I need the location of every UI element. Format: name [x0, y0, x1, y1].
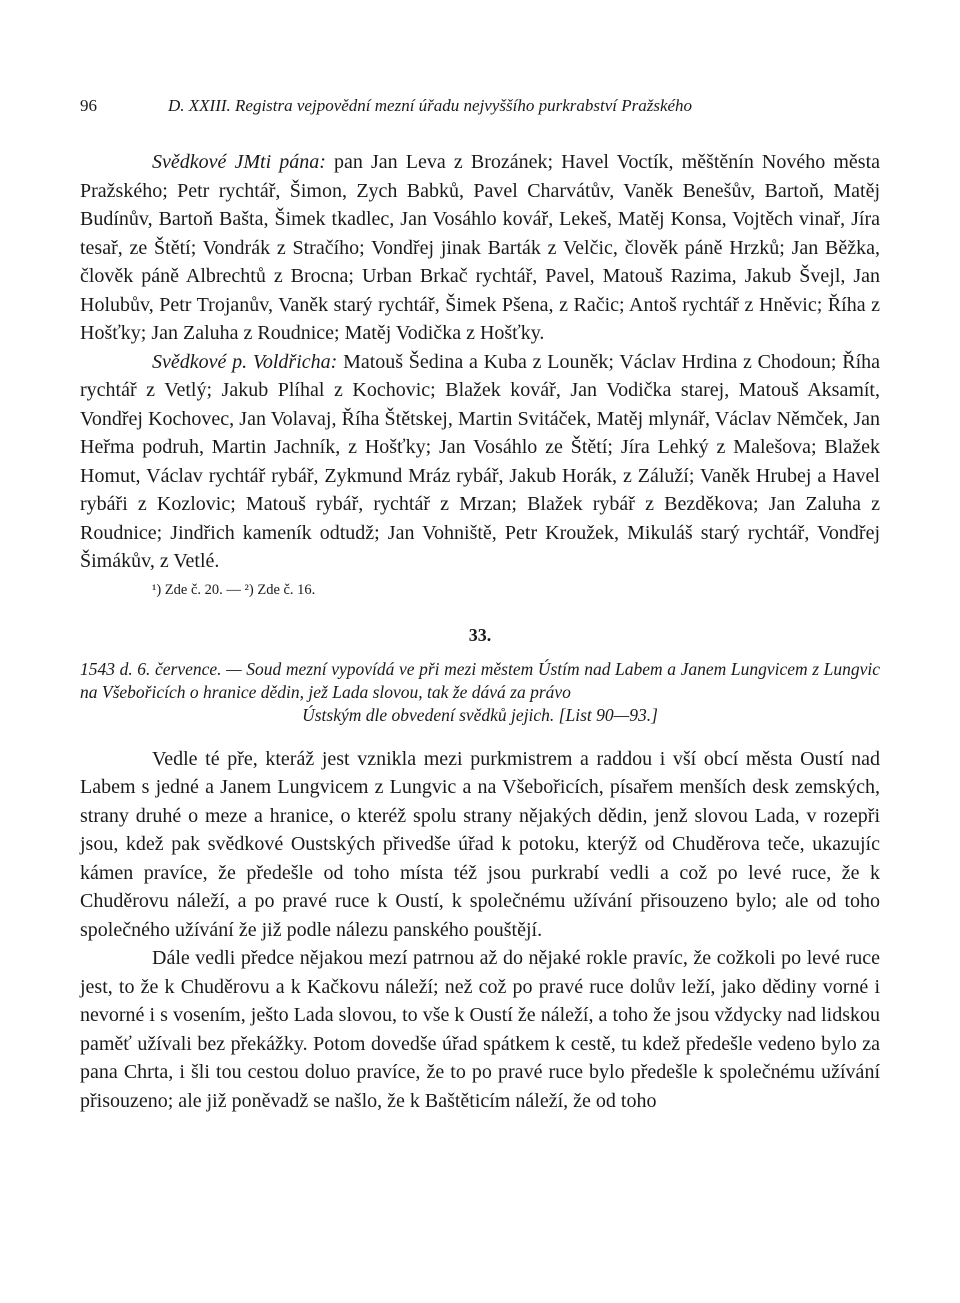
running-title: D. XXIII. Registra vejpovědní mezní úřadu nejvyššího purkrabství Pražského — [168, 96, 693, 115]
witnesses-voldrich-text: Matouš Šedina a Kuba z Louněk; Václav Hrdina z Chodoun; Říha rychtář z Vetlý; Jakub Plíhal z Kochovic; Blažek kovář, Jan Vodička starej, Matouš Aksamít, Vondřej Kochovec, Jan Volavaj, Říha Štětskej, Martin Svitáček, Matěj mlynář, Václav Němček, Jan Heřma podruh, Martin Jachník, z Hošťky; Jan Vosáhlo ze Štětí; Jíra Lehký z Malešova; Blažek Homut, Václav rychtář rybář, Zykmund Mráz rybář, Jakub Horák, z Záluží; Vaněk Hrubej a Havel rybáři z Kozlovic; Matouš rybář, rychtář z Mrzan; Blažek rybář z Bezděkova; Jan Zaluha z Roudnice; Jindřich kameník odtudž; Jan Vohniště, Petr Kroužek, Mikuláš starý rychtář, Vondřej Šimákův, z Vetlé. — [80, 350, 881, 572]
witnesses-lord-label: Svědkové JMti pána: — [152, 151, 326, 173]
document-number: 33. — [468, 624, 492, 645]
regest-line-3: Ústským dle obvedení svědků jejich. [List 90—93.] — [302, 704, 658, 725]
page — [80, 96, 880, 1115]
regest — [80, 658, 880, 727]
witnesses-lord-paragraph — [80, 148, 880, 348]
witnesses-lord-text: pan Jan Leva z Brozánek; Havel Voctík, měštěnín Nového města Pražského; Petr rychtář, Šimon, Zych Babků, Pavel Charvátův, Vaněk Benešův, Bartoň, Matěj Budínův, Bartoň Bašta, Šimek tkadlec, Jan Vosáhlo kovář, Lekeš, Matěj Konsa, Vojtěch vinař, Jíra tesař, ze Štětí; Vondrák z Stračího; Vondřej jinak Barták z Velčic, člověk páně Hrzků; Jan Běžka, člověk páně Albrechtů z Brocna; Urban Brkač rychtář, Pavel, Matouš Razima, Jakub Švejl, Jan Holubův, Petr Trojanův, Vaněk starý rychtář, Šimek Pšena, z Račic; Antoš rychtář z Hněvic; Říha z Hošťky; Jan Zaluha z Roudnice; Matěj Vodička z Hošťky. — [80, 151, 881, 344]
paragraph-1: Vedle té pře, kteráž jest vznikla mezi purkmistrem a raddou i vší obcí města Oustí nad Labem s jedné a Janem Lungvicem z Lungvic a na Všebořicích, písařem menších desk zemských, strany druhé o meze a hranice, o kteréž spolu strany nějakých dědin, jenž slovou Lada, v rozepři jsou, kdež pak svědkové Oustských přivedše úřad k potoku, kterýž od Chuděrova teče, ukazujíc kámen pravíce, že předešle od toho místa též jsou purkrabí vedli a což po levé ruce, že k Chuděrovu náleží, a po pravé ruce k Oustí, k společnému užívání přisouzeno bylo; ale od toho společného užívání že již podle nálezu panského pouštějí. — [80, 747, 880, 941]
footnotes: ¹) Zde č. 20. — ²) Zde č. 16. — [152, 581, 316, 598]
witnesses-voldrich-label: Svědkové p. Voldřicha: — [152, 350, 338, 373]
paragraph-2: Dále vedli předce nějakou mezí patrnou až do nějaké rokle pravíc, že cožkoli po levé ruce jest, to že k Chuděrovu a k Kačkovu náleží; než což po pravé ruce dolův leží, jako dědiny vorné i nevorné i s vosením, ješto Lada slovou, to vše k Oustí že náleží, a toho že jsou vždycky nad lidskou paměť užívali bez překážky. Potom dovedše úřad spátkem k cestě, tu kdež předešle vedeno bylo za pana Chrta, i šli tou cestou doluo pravíce, že to po pravé ruce bylo předešle k společnému užívání přisouzeno; ale již poněvadž se našlo, že k Baštěticím náleží, že od toho — [80, 947, 880, 1112]
running-head — [80, 96, 880, 120]
witnesses-voldrich-paragraph — [80, 348, 880, 576]
page-number: 96 — [80, 96, 97, 115]
regest-line-1: 1543 d. 6. července. — Soud mezní vypovídá ve při mezi městem Ústím nad Labem a Janem — [80, 658, 727, 679]
regest-line-2: Lungvicem z Lungvic na Všebořicích o hranice dědin, jež Lada slovou, tak že dává za právo — [80, 658, 881, 702]
main-text — [80, 745, 880, 1116]
